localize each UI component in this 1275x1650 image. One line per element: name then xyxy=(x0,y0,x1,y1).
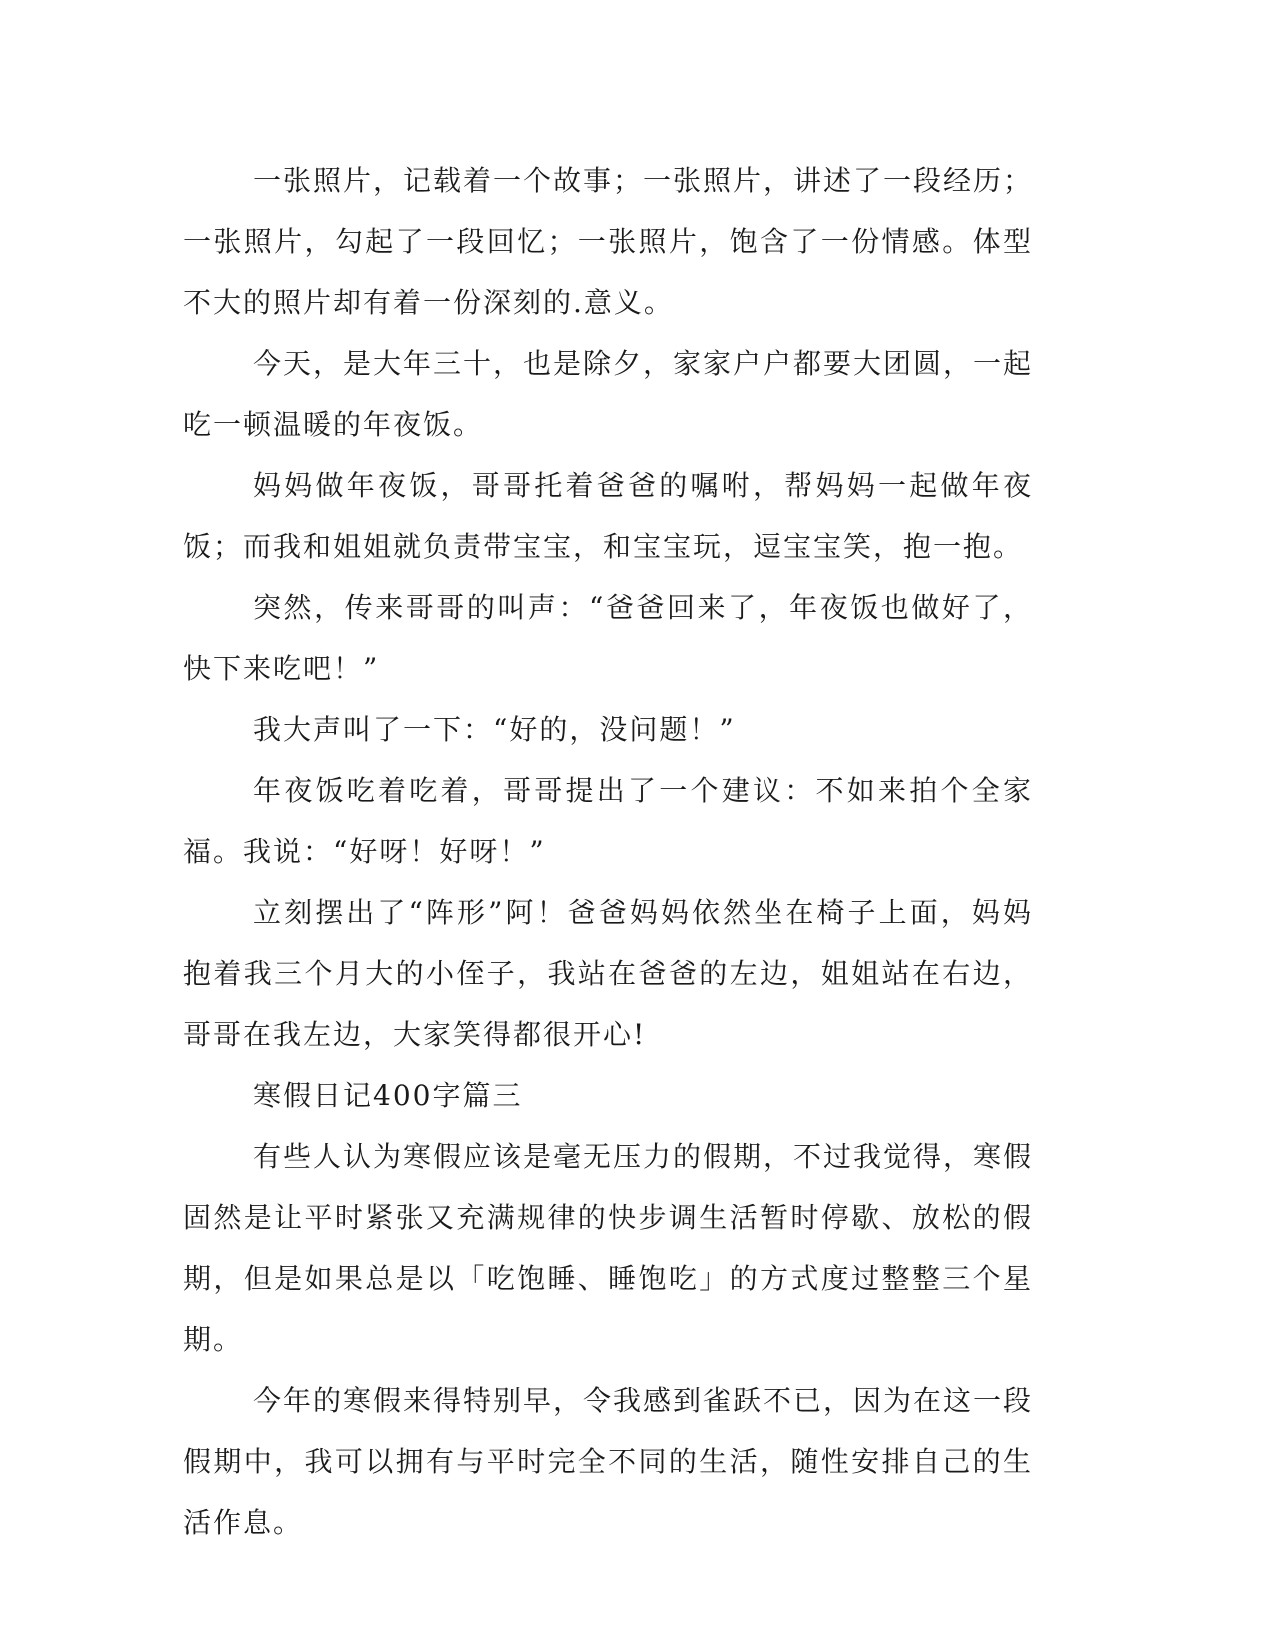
paragraph-photo-meaning: 一张照片，记载着一个故事；一张照片，讲述了一段经历；一张照片，勾起了一段回忆；一张照片，饱含了一份情感。体型不大的照片却有着一份深刻的.意义。 xyxy=(183,164,1034,319)
paragraph-photo-formation: 立刻摆出了“阵形”阿！爸爸妈妈依然坐在椅子上面，妈妈抱着我三个月大的小侄子，我站在爸爸的左边，姐姐站在右边，哥哥在我左边，大家笑得都很开心! xyxy=(183,896,1033,1051)
paragraph-my-reply: 我大声叫了一下：“好的，没问题！” xyxy=(253,713,736,746)
paragraph-winter-break-view: 有些人认为寒假应该是毫无压力的假期，不过我觉得，寒假固然是让平时紧张又充满规律的快步调生活暂时停歇、放松的假期，但是如果总是以「吃饱睡、睡饱吃」的方式度过整整三个星期。 xyxy=(183,1140,1034,1356)
paragraph-new-years-eve: 今天，是大年三十，也是除夕，家家户户都要大团圆，一起吃一顿温暖的年夜饭。 xyxy=(183,347,1034,441)
paragraph-early-winter-break: 今年的寒假来得特别早，令我感到雀跃不已，因为在这一段假期中，我可以拥有与平时完全不同的生活，随性安排自己的生活作息。 xyxy=(183,1384,1034,1539)
document-body xyxy=(183,150,1033,1553)
paragraph-cooking-dinner: 妈妈做年夜饭，哥哥托着爸爸的嘱咐，帮妈妈一起做年夜饭；而我和姐姐就负责带宝宝，和宝宝玩，逗宝宝笑，抱一抱。 xyxy=(183,469,1033,563)
section-heading: 寒假日记400字篇三 xyxy=(253,1079,523,1112)
paragraph-family-photo-idea: 年夜饭吃着吃着，哥哥提出了一个建议：不如来拍个全家福。我说：“好呀！好呀！” xyxy=(183,774,1033,868)
paragraph-brother-calls: 突然，传来哥哥的叫声：“爸爸回来了，年夜饭也做好了，快下来吃吧！” xyxy=(183,591,1033,685)
